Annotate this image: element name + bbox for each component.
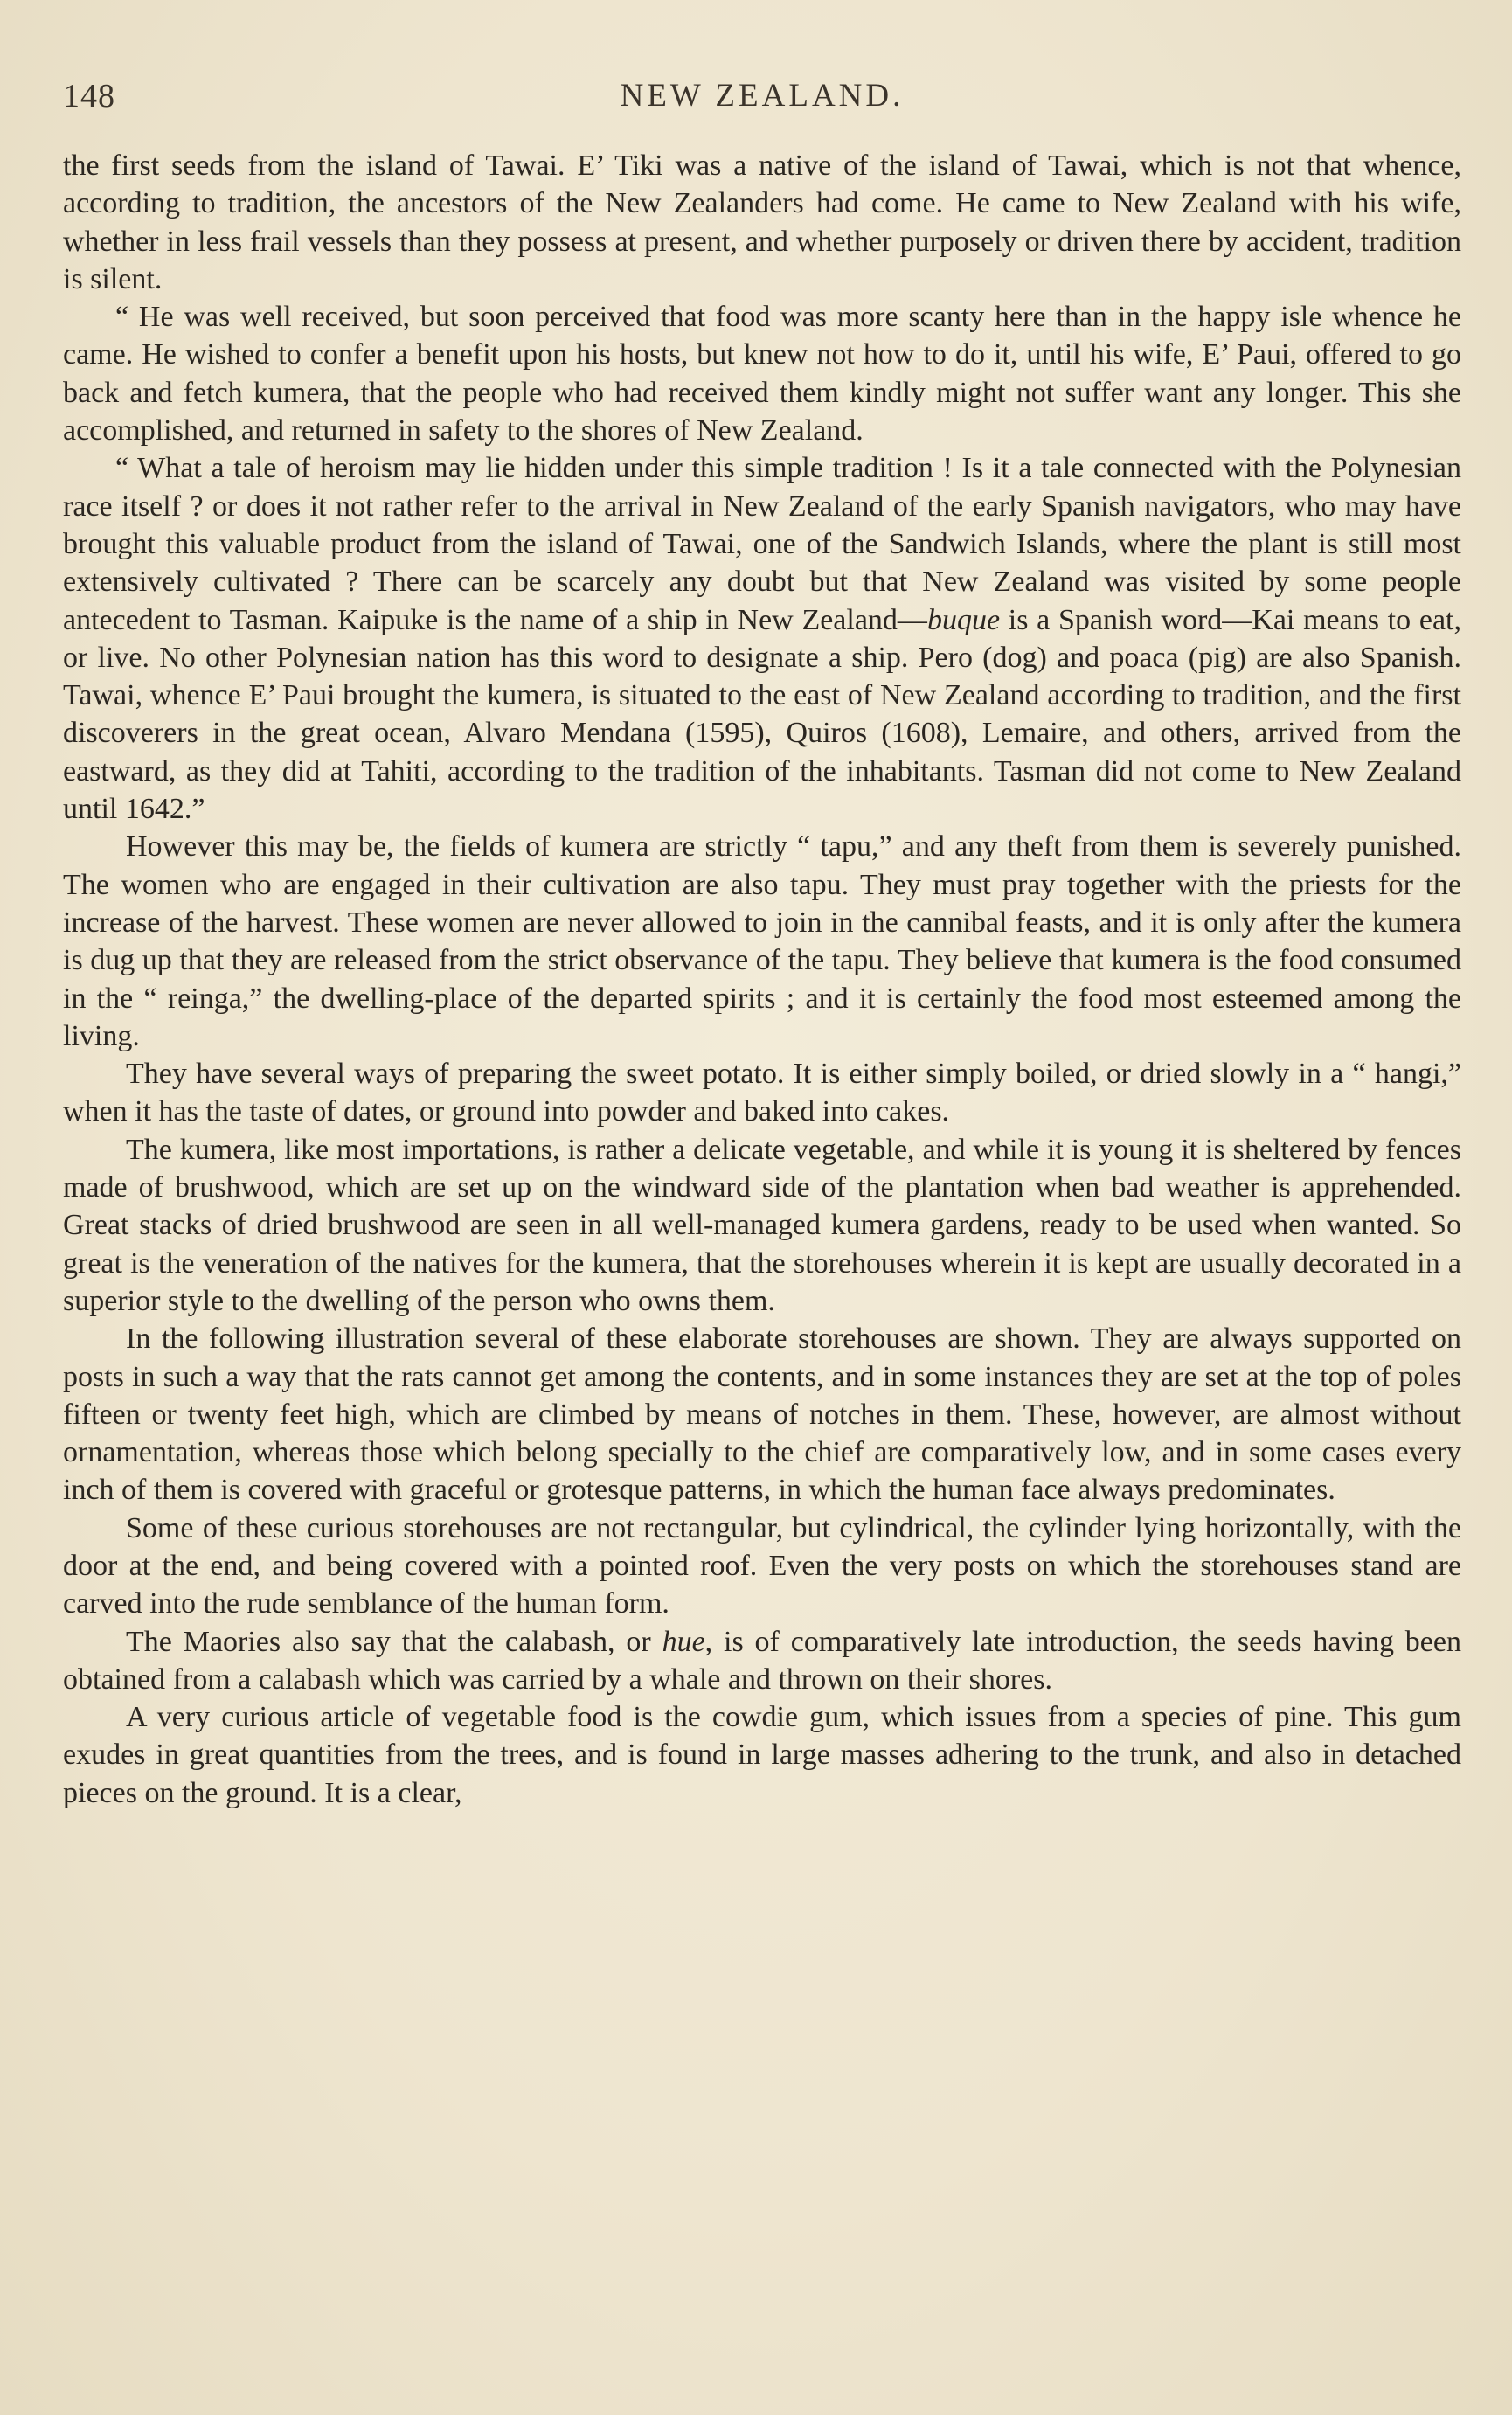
text-run: is a Spanish word—Kai means to eat, or live. No other Polynesian nation has this word to designate a ship. Pero (dog) and poaca (pig) are also Spanish. Tawai, whence E’ Paui brought the kumera, is situated to the east of New Zealand according to tradition, and the first discoverers in the great ocean, Alvaro Mendana (1595), Quiros (1608), Lemaire, and others, arrived from the eastward, as they did at Tahiti, according to the tradition of the inhabitants. Tasman did not come to New Zealand until 1642.” bbox=[63, 603, 1461, 826]
body-text bbox=[63, 147, 1461, 1812]
text-run: Some of these curious storehouses are not rectangular, but cylindrical, the cylinder lying horizontally, with the door at the end, and being covered with a pointed roof. Even the very posts on which the storehouses stand are carved into the rude semblance of the human form. bbox=[63, 1511, 1461, 1620]
italic-term: hue bbox=[662, 1625, 705, 1658]
paragraph bbox=[63, 1131, 1461, 1320]
running-head-title: NEW ZEALAND. bbox=[620, 78, 905, 114]
text-run: They have several ways of preparing the sweet potato. It is either simply boiled, or dried slowly in a “ hangi,” when it has the taste of dates, or ground into powder and baked into cakes. bbox=[63, 1058, 1461, 1128]
text-run: In the following illustration several of these elaborate storehouses are shown. They are always supported on posts in such a way that the rats cannot get among the contents, and in some instances they are set at the top of poles fifteen or twenty feet high, which are climbed by means of notches in them. These, however, are almost without ornamentation, whereas those which belong specially to the chief are comparatively low, and in some cases every inch of them is covered with graceful or grotesque patterns, in which the human face always predominates. bbox=[63, 1322, 1461, 1507]
paragraph bbox=[63, 1055, 1461, 1131]
text-run: The Maories also say that the calabash, or bbox=[126, 1625, 662, 1658]
text-run: “ He was well received, but soon perceived that food was more scanty here than in the happy isle whence he came. He wished to confer a benefit upon his hosts, but knew not how to do it, until his wife, E’ Paui, offered to go back and fetch kumera, that the people who had received them kindly might not suffer want any longer. This she accomplished, and returned in safety to the shores of New Zealand. bbox=[63, 301, 1461, 448]
text-run: The kumera, like most importations, is rather a delicate vegetable, and while it is young it is sheltered by fences made of brushwood, which are set up on the windward side of the plantation when bad weather is apprehended. Great stacks of dried brushwood are seen in all well-managed kumera gardens, ready to be used when wanted. So great is the veneration of the natives for the kumera, that the storehouses wherein it is kept are usually decorated in a superior style to the dwelling of the person who owns them. bbox=[63, 1133, 1461, 1317]
paragraph bbox=[63, 449, 1461, 828]
paragraph bbox=[63, 298, 1461, 449]
paragraph bbox=[63, 1698, 1461, 1812]
italic-term: buque bbox=[926, 603, 1001, 636]
paragraph bbox=[63, 1509, 1461, 1623]
page-header bbox=[63, 77, 1461, 121]
text-run: the first seeds from the island of Tawai. E’ Tiki was a native of the island of Tawai, which is not that whence, according to tradition, the ancestors of the New Zealanders had come. He came to New Zealand with his wife, whether in less frail vessels than they possess at present, and whether purposely or driven there by accident, tradition is silent. bbox=[63, 149, 1461, 295]
paragraph bbox=[63, 147, 1461, 298]
paragraph bbox=[63, 828, 1461, 1055]
text-run: However this may be, the fields of kumera are strictly “ tapu,” and any theft from them is severely punished. The women who are engaged in their cultivation are also tapu. They must pray together with the priests for the increase of the harvest. These women are never allowed to join in the cannibal feasts, and it is only after the kumera is dug up that they are released from the strict observance of the tapu. They believe that kumera is the food consumed in the “ reinga,” the dwelling-place of the departed spirits ; and it is certainly the food most esteemed among the living. bbox=[63, 830, 1461, 1052]
text-run: “ What a tale of heroism may lie hidden under this simple tradition ! Is it a tale connected with the Polynesian race itself ? or does it not rather refer to the arrival in New Zealand of the early Spanish navigators, who may have brought this valuable product from the island of Tawai, one of the Sandwich Islands, where the plant is still most extensively cultivated ? There can be scarcely any doubt but that New Zealand was visited by some people antecedent to Tasman. Kaipuke is the name of a ship in New Zealand— bbox=[63, 452, 1461, 636]
page-number: 148 bbox=[63, 78, 115, 115]
text-run: A very curious article of vegetable food is the cowdie gum, which issues from a species of pine. This gum exudes in great quantities from the trees, and is found in large masses adhering to the trunk, and also in detached pieces on the ground. It is a clear, bbox=[63, 1701, 1461, 1809]
text-run: , is of comparatively late introduction, the seeds having been obtained from a calabash which was carried by a whale and thrown on their shores. bbox=[63, 1625, 1461, 1696]
paragraph bbox=[63, 1320, 1461, 1509]
paragraph bbox=[63, 1623, 1461, 1699]
